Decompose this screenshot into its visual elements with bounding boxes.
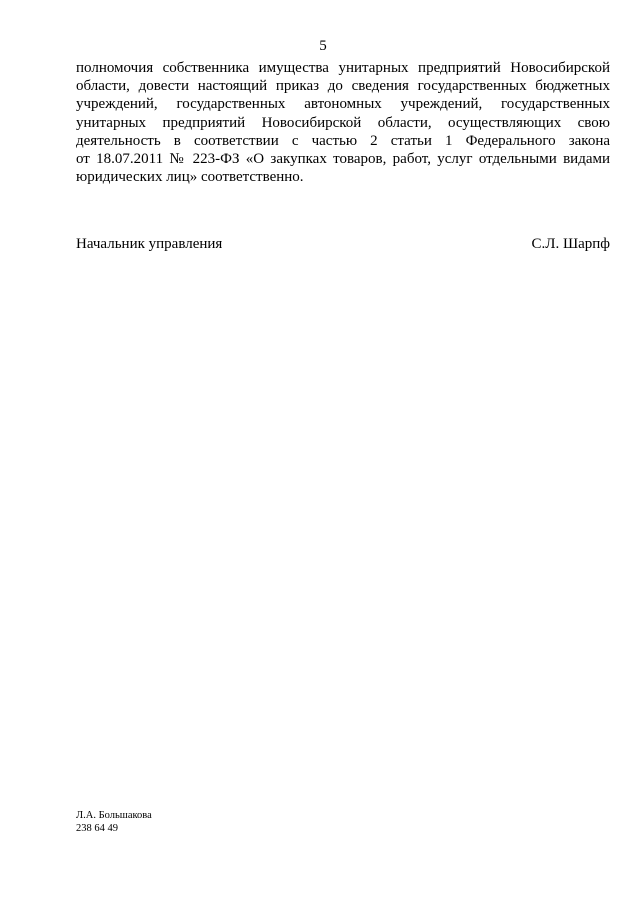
executor-block: [76, 810, 152, 835]
body-line: юридических лиц» соответственно.: [76, 169, 304, 186]
body-line: от 18.07.2011 № 223-ФЗ «О закупках товаров, работ, услуг отдельными видами: [76, 150, 610, 167]
signatory-name: С.Л. Шарпф: [531, 236, 610, 252]
body-line: деятельность в соответствии с частью 2 статьи 1 Федерального закона: [76, 132, 610, 149]
body-line: области, довести настоящий приказ до сведения государственных бюджетных: [76, 78, 610, 95]
page-number: 5: [319, 38, 327, 54]
executor-phone: 238 64 49: [76, 822, 118, 834]
signature-block: [76, 235, 610, 253]
signatory-position: Начальник управления: [76, 236, 223, 252]
body-line: полномочия собственника имущества унитарных предприятий Новосибирской: [76, 60, 610, 76]
document-body: [76, 59, 610, 186]
body-line: унитарных предприятий Новосибирской области, осуществляющих свою: [76, 114, 610, 131]
executor-name: Л.А. Большакова: [76, 810, 152, 821]
body-line: учреждений, государственных автономных учреждений, государственных: [76, 96, 610, 113]
